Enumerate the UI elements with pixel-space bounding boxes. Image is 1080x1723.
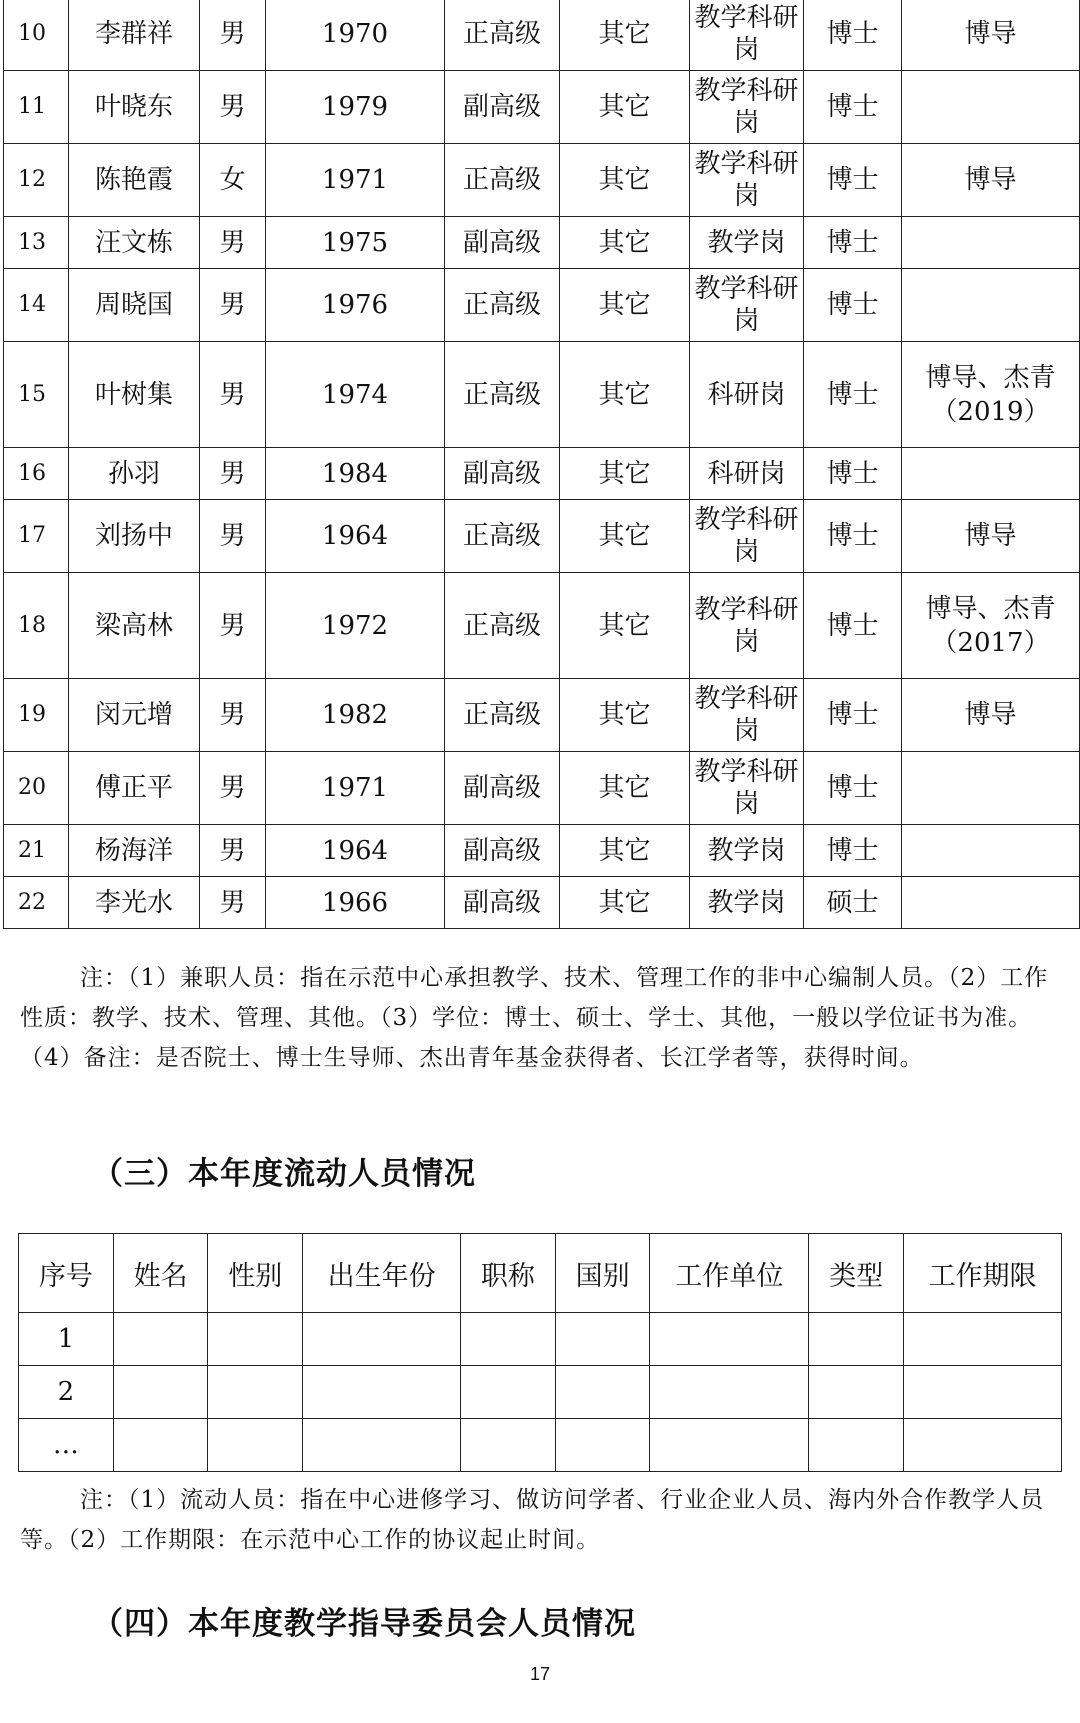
cell-birth-year: 1982 <box>266 679 445 752</box>
cell-post: 教学岗 <box>690 877 804 929</box>
cell-work-nature: 其它 <box>560 269 690 342</box>
section3-heading: （三）本年度流动人员情况 <box>92 1156 476 1192</box>
cell-birth-year: 1984 <box>266 448 445 500</box>
cell-title: 正高级 <box>445 0 560 71</box>
cell-work-nature: 其它 <box>560 752 690 825</box>
table-row <box>4 877 1080 929</box>
cell-title: 副高级 <box>445 448 560 500</box>
table-row <box>4 752 1080 825</box>
cell-empty <box>113 1313 208 1366</box>
cell-no: 13 <box>4 217 69 269</box>
table-row <box>4 269 1080 342</box>
cell-degree: 硕士 <box>804 877 902 929</box>
cell-empty <box>208 1419 303 1472</box>
cell-birth-year: 1966 <box>266 877 445 929</box>
cell-gender: 男 <box>200 448 266 500</box>
cell-gender: 男 <box>200 752 266 825</box>
cell-empty <box>113 1366 208 1419</box>
cell-remark <box>902 71 1080 144</box>
cell-title: 正高级 <box>445 679 560 752</box>
cell-no: 14 <box>4 269 69 342</box>
table-row <box>4 217 1080 269</box>
cell-degree: 博士 <box>804 500 902 573</box>
cell-remark: 博导 <box>902 0 1080 71</box>
table-row <box>4 500 1080 573</box>
cell-name: 杨海洋 <box>69 825 200 877</box>
cell-degree: 博士 <box>804 448 902 500</box>
cell-work-nature: 其它 <box>560 0 690 71</box>
table-row <box>4 448 1080 500</box>
cell-post: 教学岗 <box>690 217 804 269</box>
note-parttime: 注：（1）兼职人员：指在示范中心承担教学、技术、管理工作的非中心编制人员。（2）工作性质：教学、技术、管理、其他。（3）学位：博士、硕士、学士、其他，一般以学位证书为准。（4）备注：是否院士、博士生导师、杰出青年基金获得者、长江学者等，获得时间。 <box>20 965 1049 1071</box>
cell-remark: 博导、杰青（2019） <box>902 342 1080 448</box>
cell-title: 正高级 <box>445 269 560 342</box>
cell-post: 教学科研岗 <box>690 269 804 342</box>
cell-name: 叶树集 <box>69 342 200 448</box>
cell-empty <box>303 1419 461 1472</box>
cell-work-nature: 其它 <box>560 679 690 752</box>
cell-gender: 男 <box>200 71 266 144</box>
column-header: 职称 <box>461 1234 556 1313</box>
cell-birth-year: 1964 <box>266 825 445 877</box>
column-header: 序号 <box>19 1234 114 1313</box>
cell-empty <box>650 1313 809 1366</box>
cell-title: 正高级 <box>445 573 560 679</box>
cell-name: 陈艳霞 <box>69 144 200 217</box>
cell-empty <box>555 1419 650 1472</box>
cell-no: 12 <box>4 144 69 217</box>
table-row <box>19 1313 1062 1366</box>
cell-gender: 男 <box>200 0 266 71</box>
cell-work-nature: 其它 <box>560 500 690 573</box>
cell-birth-year: 1971 <box>266 144 445 217</box>
cell-remark <box>902 752 1080 825</box>
cell-degree: 博士 <box>804 269 902 342</box>
cell-empty <box>809 1419 904 1472</box>
note-mobile: 注：（1）流动人员：指在中心进修学习、做访问学者、行业企业人员、海内外合作教学人员等。（2）工作期限：在示范中心工作的协议起止时间。 <box>20 1487 1045 1553</box>
table-row <box>4 144 1080 217</box>
cell-no: 18 <box>4 573 69 679</box>
cell-post: 教学科研岗 <box>690 679 804 752</box>
cell-birth-year: 1964 <box>266 500 445 573</box>
cell-empty <box>113 1419 208 1472</box>
table-row <box>4 0 1080 71</box>
cell-birth-year: 1976 <box>266 269 445 342</box>
cell-work-nature: 其它 <box>560 448 690 500</box>
cell-empty <box>461 1419 556 1472</box>
cell-degree: 博士 <box>804 679 902 752</box>
cell-no: 17 <box>4 500 69 573</box>
cell-title: 副高级 <box>445 71 560 144</box>
table-header-row <box>19 1234 1062 1313</box>
cell-birth-year: 1972 <box>266 573 445 679</box>
cell-gender: 男 <box>200 217 266 269</box>
cell-empty <box>461 1313 556 1366</box>
cell-no: 16 <box>4 448 69 500</box>
cell-name: 叶晓东 <box>69 71 200 144</box>
cell-empty <box>809 1366 904 1419</box>
cell-empty <box>208 1366 303 1419</box>
cell-title: 副高级 <box>445 825 560 877</box>
cell-birth-year: 1979 <box>266 71 445 144</box>
cell-birth-year: 1974 <box>266 342 445 448</box>
cell-empty <box>555 1366 650 1419</box>
table-row <box>4 342 1080 448</box>
cell-name: 闵元增 <box>69 679 200 752</box>
cell-post: 教学科研岗 <box>690 144 804 217</box>
cell-remark <box>902 217 1080 269</box>
cell-name: 孙羽 <box>69 448 200 500</box>
cell-title: 副高级 <box>445 752 560 825</box>
cell-remark: 博导、杰青（2017） <box>902 573 1080 679</box>
table-row <box>19 1366 1062 1419</box>
cell-post: 教学科研岗 <box>690 500 804 573</box>
cell-no: 2 <box>19 1366 114 1419</box>
cell-work-nature: 其它 <box>560 144 690 217</box>
cell-empty <box>650 1419 809 1472</box>
cell-degree: 博士 <box>804 217 902 269</box>
table-row <box>4 71 1080 144</box>
cell-work-nature: 其它 <box>560 342 690 448</box>
cell-degree: 博士 <box>804 825 902 877</box>
cell-gender: 男 <box>200 679 266 752</box>
cell-degree: 博士 <box>804 573 902 679</box>
cell-empty <box>904 1419 1062 1472</box>
column-header: 姓名 <box>113 1234 208 1313</box>
cell-degree: 博士 <box>804 0 902 71</box>
cell-no: 1 <box>19 1313 114 1366</box>
cell-work-nature: 其它 <box>560 573 690 679</box>
column-header: 工作期限 <box>904 1234 1062 1313</box>
cell-no: … <box>19 1419 114 1472</box>
cell-empty <box>904 1313 1062 1366</box>
cell-empty <box>904 1366 1062 1419</box>
section4-heading: （四）本年度教学指导委员会人员情况 <box>92 1606 636 1642</box>
cell-remark: 博导 <box>902 679 1080 752</box>
cell-degree: 博士 <box>804 752 902 825</box>
cell-no: 21 <box>4 825 69 877</box>
cell-post: 科研岗 <box>690 448 804 500</box>
cell-name: 周晓国 <box>69 269 200 342</box>
column-header: 出生年份 <box>303 1234 461 1313</box>
cell-name: 傅正平 <box>69 752 200 825</box>
cell-remark <box>902 825 1080 877</box>
table-row <box>4 679 1080 752</box>
cell-remark: 博导 <box>902 500 1080 573</box>
cell-post: 教学科研岗 <box>690 752 804 825</box>
cell-remark <box>902 269 1080 342</box>
cell-name: 李光水 <box>69 877 200 929</box>
cell-empty <box>461 1366 556 1419</box>
cell-no: 11 <box>4 71 69 144</box>
cell-no: 22 <box>4 877 69 929</box>
mobile-staff-table <box>18 1233 1062 1472</box>
cell-remark <box>902 877 1080 929</box>
cell-gender: 男 <box>200 877 266 929</box>
cell-birth-year: 1970 <box>266 0 445 71</box>
cell-empty <box>303 1313 461 1366</box>
cell-birth-year: 1975 <box>266 217 445 269</box>
cell-post: 教学岗 <box>690 825 804 877</box>
table-row <box>4 825 1080 877</box>
page-number: 17 <box>529 1664 551 1684</box>
cell-title: 正高级 <box>445 500 560 573</box>
cell-title: 副高级 <box>445 877 560 929</box>
column-header: 工作单位 <box>650 1234 809 1313</box>
column-header: 类型 <box>809 1234 904 1313</box>
cell-title: 副高级 <box>445 217 560 269</box>
cell-work-nature: 其它 <box>560 71 690 144</box>
staff-table <box>3 0 1080 929</box>
cell-no: 20 <box>4 752 69 825</box>
cell-title: 正高级 <box>445 144 560 217</box>
cell-remark: 博导 <box>902 144 1080 217</box>
cell-name: 梁高林 <box>69 573 200 679</box>
cell-degree: 博士 <box>804 144 902 217</box>
cell-work-nature: 其它 <box>560 825 690 877</box>
cell-work-nature: 其它 <box>560 877 690 929</box>
cell-empty <box>208 1313 303 1366</box>
cell-no: 15 <box>4 342 69 448</box>
cell-empty <box>650 1366 809 1419</box>
cell-name: 刘扬中 <box>69 500 200 573</box>
cell-post: 教学科研岗 <box>690 573 804 679</box>
cell-title: 正高级 <box>445 342 560 448</box>
cell-no: 10 <box>4 0 69 71</box>
cell-gender: 女 <box>200 144 266 217</box>
column-header: 国别 <box>555 1234 650 1313</box>
cell-gender: 男 <box>200 500 266 573</box>
cell-empty <box>303 1366 461 1419</box>
cell-post: 教学科研岗 <box>690 71 804 144</box>
cell-empty <box>809 1313 904 1366</box>
cell-empty <box>555 1313 650 1366</box>
column-header: 性别 <box>208 1234 303 1313</box>
cell-no: 19 <box>4 679 69 752</box>
cell-gender: 男 <box>200 342 266 448</box>
cell-work-nature: 其它 <box>560 217 690 269</box>
cell-gender: 男 <box>200 825 266 877</box>
table-row <box>19 1419 1062 1472</box>
cell-gender: 男 <box>200 573 266 679</box>
table-row <box>4 573 1080 679</box>
cell-post: 教学科研岗 <box>690 0 804 71</box>
cell-post: 科研岗 <box>690 342 804 448</box>
cell-name: 汪文栋 <box>69 217 200 269</box>
cell-name: 李群祥 <box>69 0 200 71</box>
cell-degree: 博士 <box>804 71 902 144</box>
cell-birth-year: 1971 <box>266 752 445 825</box>
cell-gender: 男 <box>200 269 266 342</box>
cell-degree: 博士 <box>804 342 902 448</box>
cell-remark <box>902 448 1080 500</box>
